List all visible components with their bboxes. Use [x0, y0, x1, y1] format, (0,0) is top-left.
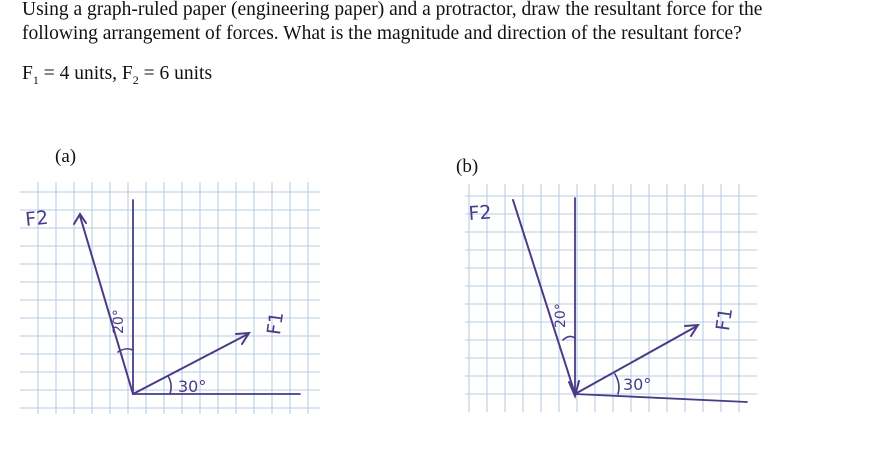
f1-value: = 4 units,: [38, 63, 122, 84]
figure-a-f2-vector: [80, 216, 133, 394]
question-line-1: Using a graph-ruled paper (engineering paper) and a protractor, draw the resultant force for the: [22, 0, 763, 20]
figure-b-label: (b): [456, 156, 479, 177]
figure-a-vectors: [74, 200, 300, 394]
figure-a-diagram: [20, 182, 320, 417]
f2-subscript: 2: [132, 72, 139, 87]
figure-b-f1-label: F1: [712, 306, 738, 333]
figure-b-f2-vector: [513, 200, 575, 394]
figure-b-diagram: [465, 184, 765, 414]
figure-a-f1-label: F1: [263, 310, 289, 337]
f2-symbol: F: [121, 63, 133, 84]
figure-b-angle-arc-30: [615, 374, 619, 394]
figure-a-label: (a): [55, 146, 77, 167]
f1-subscript: 1: [32, 72, 39, 87]
figure-a-f2-label: F2: [24, 206, 50, 231]
question-line-2: following arrangement of forces. What is the magnitude and direction of the resultant force?: [22, 23, 742, 44]
f2-value: = 6 units: [138, 63, 213, 84]
figure-b-grid: [465, 184, 757, 412]
given-values: [22, 62, 212, 92]
figure-b-f2-label: F2: [467, 201, 493, 225]
f1-symbol: F: [22, 63, 33, 84]
figure-a-angle-30-label: 30°: [178, 377, 207, 396]
figure-a-angle-arc-30: [168, 376, 171, 394]
question-text: [22, 0, 862, 46]
figure-b-angle-30-label: 30°: [623, 375, 652, 394]
figure-a-angle-20-label: 20°: [111, 309, 127, 334]
figure-b-angle-20-label: 20°: [553, 303, 569, 328]
figure-b-vectors: [513, 198, 747, 402]
